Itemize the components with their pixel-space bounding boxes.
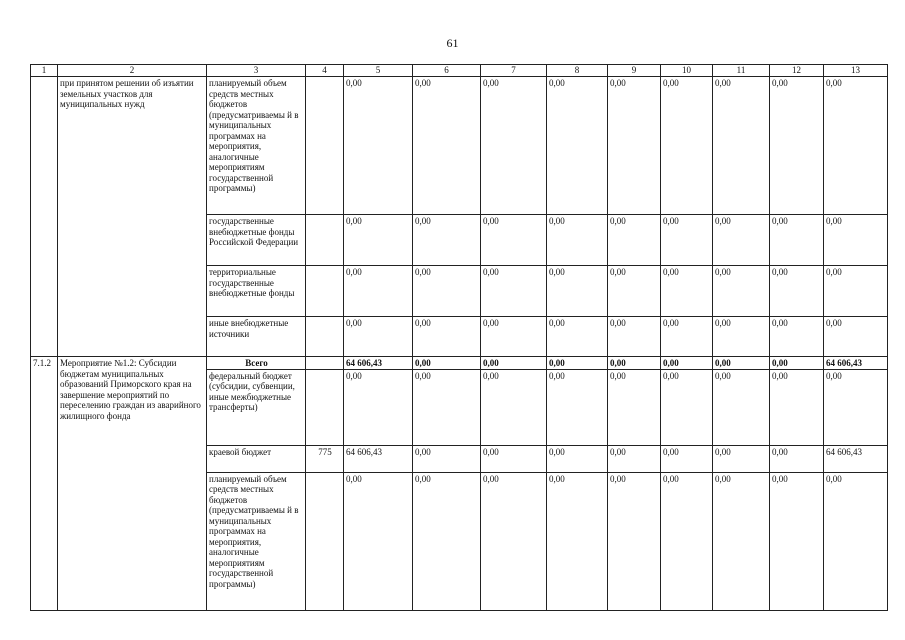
value-cell: 0,00 [547,445,608,472]
value-cell: 0,00 [770,77,824,215]
value-cell: 0,00 [713,266,770,317]
value-cell: 0,00 [770,215,824,266]
value-cell: 0,00 [661,445,713,472]
value-cell: 0,00 [481,445,547,472]
value-cell: 0,00 [344,266,413,317]
value-cell: 0,00 [770,357,824,370]
value-cell: 0,00 [413,77,481,215]
value-cell: 0,00 [413,472,481,610]
code-cell [306,472,344,610]
value-cell: 0,00 [824,317,888,357]
value-cell: 0,00 [344,77,413,215]
value-cell: 0,00 [608,77,661,215]
col-header: 12 [770,65,824,77]
funding-source-cell: иные внебюджетные источники [207,317,306,357]
value-cell: 0,00 [713,472,770,610]
col-header: 9 [608,65,661,77]
value-cell: 64 606,43 [824,445,888,472]
funding-source-cell: краевой бюджет [207,445,306,472]
value-cell: 0,00 [481,472,547,610]
value-cell: 0,00 [413,369,481,445]
table-row [31,77,888,215]
value-cell: 0,00 [608,369,661,445]
code-cell [306,77,344,215]
value-cell: 0,00 [413,266,481,317]
value-cell: 0,00 [713,357,770,370]
value-cell: 0,00 [413,445,481,472]
value-cell: 0,00 [770,445,824,472]
total-label-cell: Всего [207,357,306,370]
value-cell: 0,00 [824,77,888,215]
funding-source-cell: планируемый объем средств местных бюджетов (предусматриваемы й в муниципальных программах на мероприятия, аналогичные мероприятиям государственной программы) [207,77,306,215]
value-cell: 0,00 [661,266,713,317]
value-cell: 0,00 [547,77,608,215]
value-cell: 0,00 [770,317,824,357]
value-cell: 64 606,43 [344,357,413,370]
value-cell: 64 606,43 [824,357,888,370]
value-cell: 0,00 [824,472,888,610]
value-cell: 0,00 [713,215,770,266]
value-cell: 0,00 [547,215,608,266]
item-description-cell: Мероприятие №1.2: Субсидии бюджетам муниципальных образований Приморского края на завершение мероприятий по переселению граждан из аварийного жилищного фонда [58,357,207,611]
budget-table [30,64,888,611]
value-cell: 0,00 [344,472,413,610]
value-cell: 0,00 [547,369,608,445]
col-header: 2 [58,65,207,77]
code-cell [306,357,344,370]
value-cell: 0,00 [481,357,547,370]
code-cell: 775 [306,445,344,472]
funding-source-cell: планируемый объем средств местных бюджетов (предусматриваемы й в муниципальных программах на мероприятия, аналогичные мероприятиям государственной программы) [207,472,306,610]
value-cell: 0,00 [547,472,608,610]
col-header: 7 [481,65,547,77]
funding-source-cell: федеральный бюджет (субсидии, субвенции, иные межбюджетные трансферты) [207,369,306,445]
value-cell: 0,00 [608,215,661,266]
col-header: 8 [547,65,608,77]
column-number-row [31,65,888,77]
value-cell: 0,00 [344,369,413,445]
funding-source-cell: территориальные государственные внебюджетные фонды [207,266,306,317]
funding-source-cell: государственные внебюджетные фонды Российской Федерации [207,215,306,266]
value-cell: 0,00 [481,317,547,357]
col-header: 6 [413,65,481,77]
value-cell: 0,00 [661,369,713,445]
col-header: 4 [306,65,344,77]
code-cell [306,215,344,266]
value-cell: 0,00 [713,369,770,445]
value-cell: 0,00 [770,266,824,317]
value-cell: 0,00 [547,266,608,317]
value-cell: 0,00 [770,369,824,445]
value-cell: 0,00 [344,215,413,266]
value-cell: 64 606,43 [344,445,413,472]
value-cell: 0,00 [547,357,608,370]
col-header: 13 [824,65,888,77]
value-cell: 0,00 [608,266,661,317]
value-cell: 0,00 [481,369,547,445]
value-cell: 0,00 [608,317,661,357]
item-description-cell: при принятом решении об изъятии земельных участков для муниципальных нужд [58,77,207,357]
code-cell [306,317,344,357]
value-cell: 0,00 [608,445,661,472]
value-cell: 0,00 [547,317,608,357]
value-cell: 0,00 [413,357,481,370]
value-cell: 0,00 [713,445,770,472]
value-cell: 0,00 [770,472,824,610]
item-number-cell: 7.1.2 [31,357,58,611]
col-header: 11 [713,65,770,77]
col-header: 3 [207,65,306,77]
value-cell: 0,00 [481,215,547,266]
value-cell: 0,00 [661,77,713,215]
value-cell: 0,00 [481,77,547,215]
table-row [31,357,888,370]
value-cell: 0,00 [661,317,713,357]
value-cell: 0,00 [661,357,713,370]
value-cell: 0,00 [713,77,770,215]
value-cell: 0,00 [713,317,770,357]
value-cell: 0,00 [608,472,661,610]
value-cell: 0,00 [824,266,888,317]
item-number-cell [31,77,58,357]
value-cell: 0,00 [661,472,713,610]
value-cell: 0,00 [413,215,481,266]
value-cell: 0,00 [824,369,888,445]
value-cell: 0,00 [481,266,547,317]
code-cell [306,369,344,445]
col-header: 1 [31,65,58,77]
value-cell: 0,00 [824,215,888,266]
value-cell: 0,00 [413,317,481,357]
value-cell: 0,00 [608,357,661,370]
value-cell: 0,00 [661,215,713,266]
code-cell [306,266,344,317]
value-cell: 0,00 [344,317,413,357]
page-number: 61 [446,36,459,50]
col-header: 10 [661,65,713,77]
col-header: 5 [344,65,413,77]
